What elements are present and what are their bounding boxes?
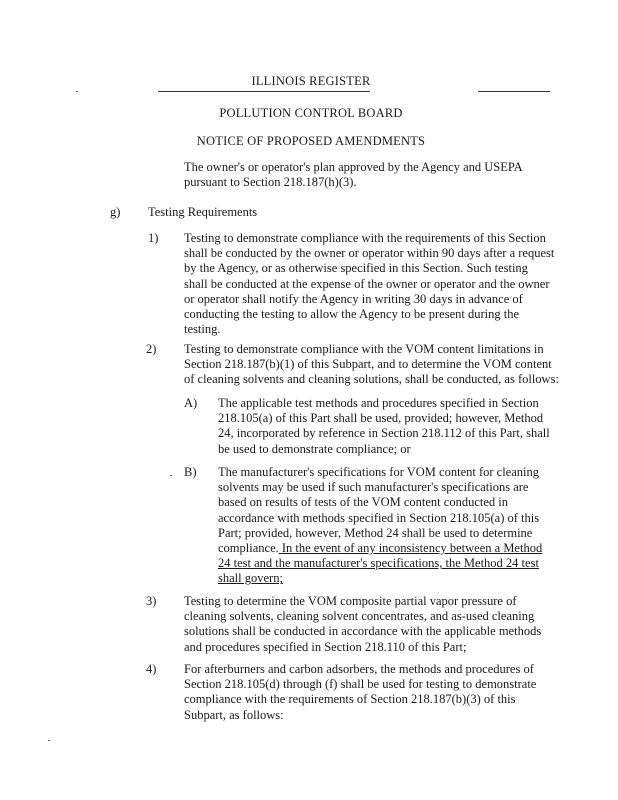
- text-line-mixed: [218, 541, 542, 556]
- register-rule-left: [158, 91, 370, 92]
- text-line: be used to demonstrate compliance; or: [218, 441, 411, 456]
- text-line: or operator shall notify the Agency in writing 30 days in advance of: [184, 291, 523, 306]
- subitem-a-label: A): [184, 396, 198, 410]
- notice-title: NOTICE OF PROPOSED AMENDMENTS: [196, 134, 426, 148]
- section-g-heading: Testing Requirements: [148, 205, 258, 219]
- text-line: Testing to demonstrate compliance with the VOM content limitations in: [184, 342, 544, 356]
- subitem-b-label: B): [184, 465, 197, 479]
- text-line: For afterburners and carbon adsorbers, the methods and procedures of: [184, 662, 534, 676]
- section-g-label: g): [110, 205, 121, 219]
- text-inserted: In the event of any inconsistency between a Method: [278, 541, 543, 556]
- scan-speck: [170, 475, 172, 476]
- item-1-label: 1): [148, 231, 159, 245]
- text-line: Subpart, as follows:: [184, 707, 284, 722]
- text-line: Section 218.187(b)(1) of this Subpart, and to determine the VOM content: [184, 357, 552, 372]
- register-rule-right: [478, 91, 550, 92]
- text-line: and procedures specified in Section 218.110 of this Part;: [184, 639, 467, 654]
- text-line: solutions shall be conducted in accordance with the applicable methods: [184, 624, 542, 639]
- board-title: POLLUTION CONTROL BOARD: [219, 106, 403, 120]
- text-line: cleaning solvents, cleaning solvent concentrates, and as-used cleaning: [184, 609, 535, 624]
- text-inserted: shall govern;: [218, 571, 283, 586]
- text-inserted: 24 test and the manufacturer's specifications, the Method 24 test: [218, 556, 539, 571]
- text-line: Section 218.105(d) through (f) shall be used for testing to demonstrate: [184, 677, 537, 692]
- text-line: 24, incorporated by reference in Section 218.112 of this Part, shall: [218, 426, 550, 441]
- text-line: The owner's or operator's plan approved by the Agency and USEPA: [184, 160, 523, 174]
- text-line: The manufacturer's specifications for VOM content for cleaning: [218, 465, 540, 479]
- subitem-b-paragraph: [218, 465, 542, 587]
- scan-speck: [48, 740, 50, 741]
- text-line: pursuant to Section 218.187(h)(3).: [184, 175, 357, 190]
- text-line: testing.: [184, 322, 221, 337]
- scan-speck: [76, 91, 78, 92]
- text-line: based on results of tests of the VOM content conducted in: [218, 495, 508, 510]
- text-line: of cleaning solvents and cleaning solutions, shall be conducted, as follows:: [184, 372, 559, 387]
- carryover-paragraph: [184, 160, 523, 190]
- item-1-paragraph: [184, 231, 554, 337]
- text-plain: compliance.: [218, 541, 279, 556]
- subitem-a-paragraph: [218, 396, 550, 457]
- text-line: Testing to determine the VOM composite partial vapor pressure of: [184, 594, 517, 608]
- item-2-paragraph: [184, 342, 559, 388]
- item-3-label: 3): [146, 594, 157, 608]
- item-2-label: 2): [146, 342, 157, 356]
- text-line: by the Agency, or as otherwise specified in this Section. Such testing: [184, 261, 528, 276]
- text-line: 218.105(a) of this Part shall be used, provided; however, Method: [218, 411, 544, 426]
- text-line: Testing to demonstrate compliance with the requirements of this Section: [184, 231, 546, 245]
- text-line: shall be conducted by the owner or operator within 90 days after a request: [184, 246, 555, 261]
- text-line: Part; provided, however, Method 24 shall be used to determine: [218, 525, 533, 540]
- item-3-paragraph: [184, 594, 541, 655]
- text-line: conducting the testing to allow the Agency to be present during the: [184, 307, 519, 322]
- text-line: shall be conducted at the expense of the owner or operator and the owner: [184, 276, 550, 291]
- text-line: accordance with methods specified in Section 218.105(a) of this: [218, 510, 540, 525]
- register-title: ILLINOIS REGISTER: [251, 74, 371, 88]
- item-4-label: 4): [146, 662, 157, 676]
- text-line: solvents may be used if such manufacturer's specifications are: [218, 480, 529, 495]
- text-line: compliance with the requirements of Section 218.187(b)(3) of this: [184, 692, 516, 707]
- text-line: The applicable test methods and procedures specified in Section: [218, 396, 539, 410]
- item-4-paragraph: [184, 662, 536, 723]
